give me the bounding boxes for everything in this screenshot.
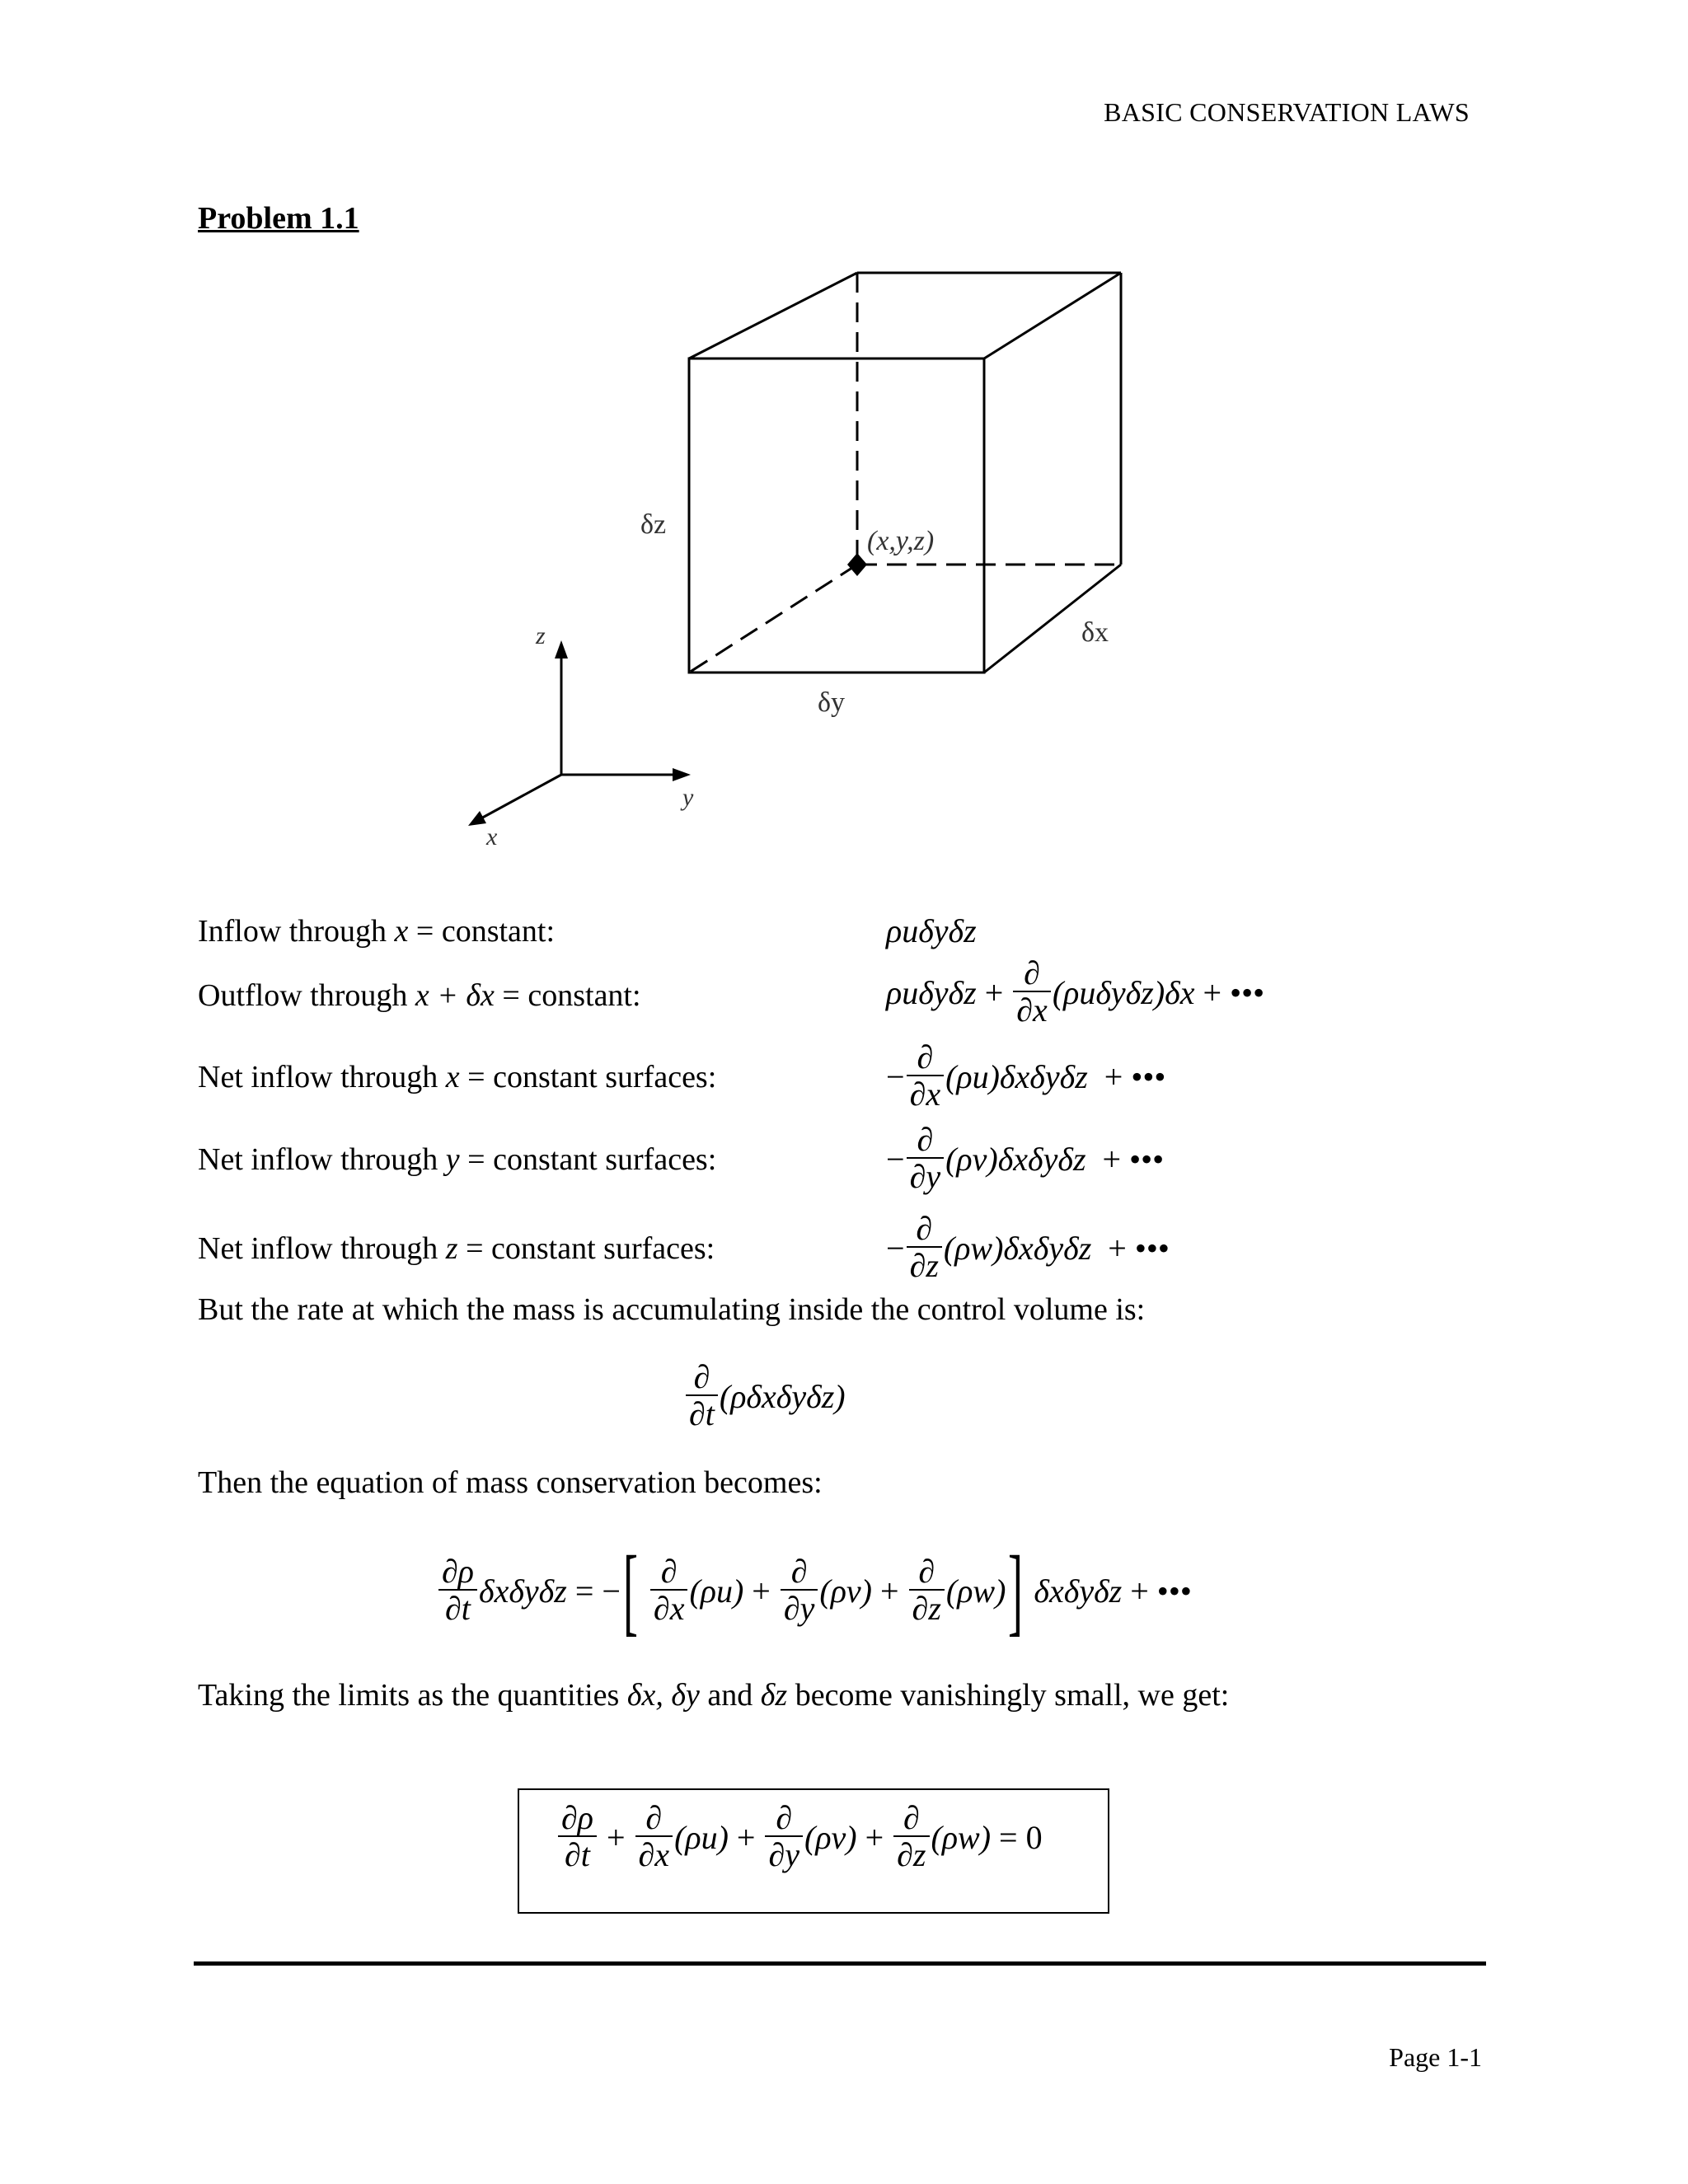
label-dx: δx: [1081, 617, 1109, 648]
eq-inflow: ρuδyδz: [886, 912, 977, 949]
accumulation-text: But the rate at which the mass is accumulating inside the control volume is:: [198, 1292, 1146, 1327]
control-volume-figure: [445, 260, 1187, 869]
problem-title: Problem 1.1: [198, 201, 359, 236]
point-marker: [847, 553, 867, 576]
row-net-y-label: Net inflow through y = constant surfaces:: [198, 1142, 717, 1177]
axes: [478, 655, 681, 820]
eq-continuity: $\frac{\partial\rho}{\partial t}$ + $\frac{\partial}{\partial x}$ (ρu) + $\frac{\partial}{\partial y}$ (ρv) + $\frac{\partial}{\partial z}$ (ρw) = 0: [556, 1801, 1043, 1873]
row-net-x-label: Net inflow through x = constant surfaces:: [198, 1060, 717, 1094]
eq-net-x: − $\frac{\partial}{\partial x}$ (ρu)δxδyδz + •••: [886, 1038, 1166, 1113]
page-number: Page 1-1: [1389, 2042, 1482, 2072]
row-outflow-label: Outflow through x + δx = constant:: [198, 978, 641, 1013]
limits-text: Taking the limits as the quantities δx, δy and δz become vanishingly small, we get:: [198, 1678, 1230, 1713]
running-header: BASIC CONSERVATION LAWS: [1104, 97, 1470, 127]
row-net-z-label: Net inflow through z = constant surfaces:: [198, 1231, 715, 1266]
cube: [689, 273, 1121, 673]
eq-net-z: − $\frac{\partial}{\partial z}$ (ρw)δxδyδz + •••: [886, 1210, 1170, 1284]
label-dy: δy: [818, 687, 846, 718]
eq-accumulation: $\frac{\partial}{\partial t}$ (ρδxδyδz): [684, 1360, 846, 1432]
axis-z-label: z: [536, 622, 546, 649]
axis-y-label: y: [682, 784, 694, 811]
axis-x-label: x: [486, 823, 498, 851]
hidden-edges: [689, 273, 1121, 673]
label-dz: δz: [640, 509, 667, 540]
label-point: (x,y,z): [867, 526, 935, 556]
eq-outflow: ρuδyδz + $\frac{\partial}{\partial x}$ (ρuδyδz)δx + •••: [886, 954, 1265, 1029]
then-text: Then the equation of mass conservation becomes:: [198, 1465, 823, 1500]
eq-mass-conservation: $\frac{\partial\rho}{\partial t}$ δxδyδz = −[ $\frac{\partial}{\partial x}$ (ρu) + $\frac{\partial}{\partial y}$ (ρv) + $\frac{\partial}{\partial z}$ (ρw)] δxδyδz + •••: [437, 1541, 1192, 1640]
eq-net-y: − $\frac{\partial}{\partial y}$ (ρv)δxδyδz + •••: [886, 1121, 1165, 1195]
row-inflow-label: Inflow through x = constant:: [198, 914, 556, 949]
footer-rule: [194, 1961, 1486, 1966]
